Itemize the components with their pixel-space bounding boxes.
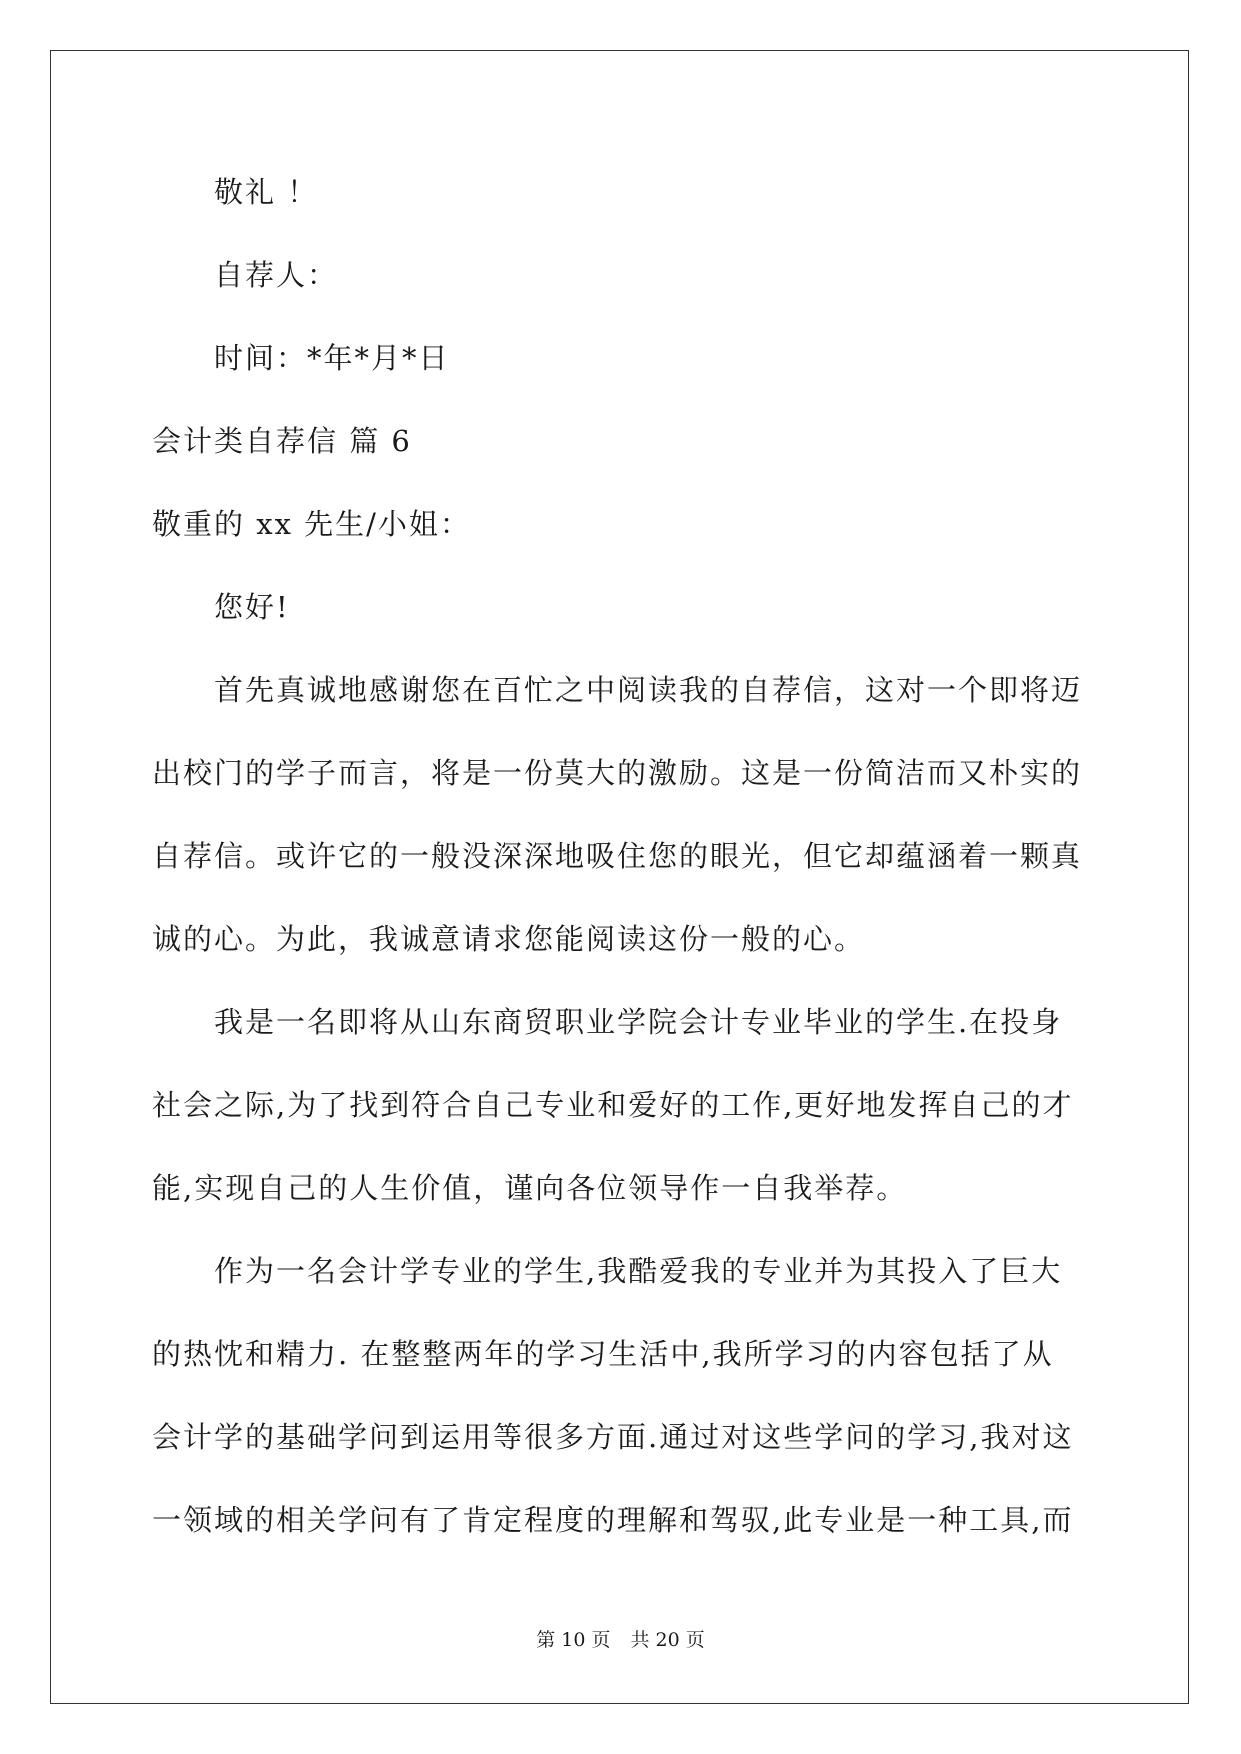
body-line: 首先真诚地感谢您在百忙之中阅读我的自荐信，这对一个即将迈: [214, 673, 1083, 707]
body-line: 的热忱和精力. 在整整两年的学习生活中,我所学习的内容包括了从: [152, 1337, 1054, 1371]
salutation: 敬重的 xx 先生/小姐：: [152, 507, 471, 541]
signer-label: 自荐人：: [214, 258, 339, 292]
page-border: [50, 50, 1189, 1704]
section-title: 会计类自荐信 篇 6: [152, 424, 412, 458]
body-line: 作为一名会计学专业的学生,我酷爱我的专业并为其投入了巨大: [214, 1254, 1063, 1288]
page-number-total: 共 20 页: [630, 1629, 705, 1651]
body-line: 我是一名即将从山东商贸职业学院会计专业毕业的学生.在投身: [214, 1005, 1063, 1039]
body-line: 出校门的学子而言，将是一份莫大的激励。这是一份简洁而又朴实的: [152, 756, 1083, 790]
body-line: 社会之际,为了找到符合自己专业和爱好的工作,更好地发挥自己的才: [152, 1088, 1074, 1122]
closing-line: 敬礼 ！: [214, 175, 319, 209]
body-line: 能,实现自己的人生价值，谨向各位领导作一自我举荐。: [152, 1171, 908, 1205]
date-line: 时间：*年*月*日: [214, 341, 450, 375]
page-footer: [0, 1628, 1241, 1652]
body-line: 自荐信。或许它的一般没深深地吸住您的眼光，但它却蕴涵着一颗真: [152, 839, 1083, 873]
page-number-current: 第 10 页: [536, 1629, 611, 1651]
body-line: 一领域的相关学问有了肯定程度的理解和驾驭,此专业是一种工具,而: [152, 1503, 1074, 1537]
body-line: 诚的心。为此，我诚意请求您能阅读这份一般的心。: [152, 922, 866, 956]
body-line: 会计学的基础学问到运用等很多方面.通过对这些学问的学习,我对这: [152, 1420, 1074, 1454]
greeting: 您好!: [214, 590, 290, 624]
